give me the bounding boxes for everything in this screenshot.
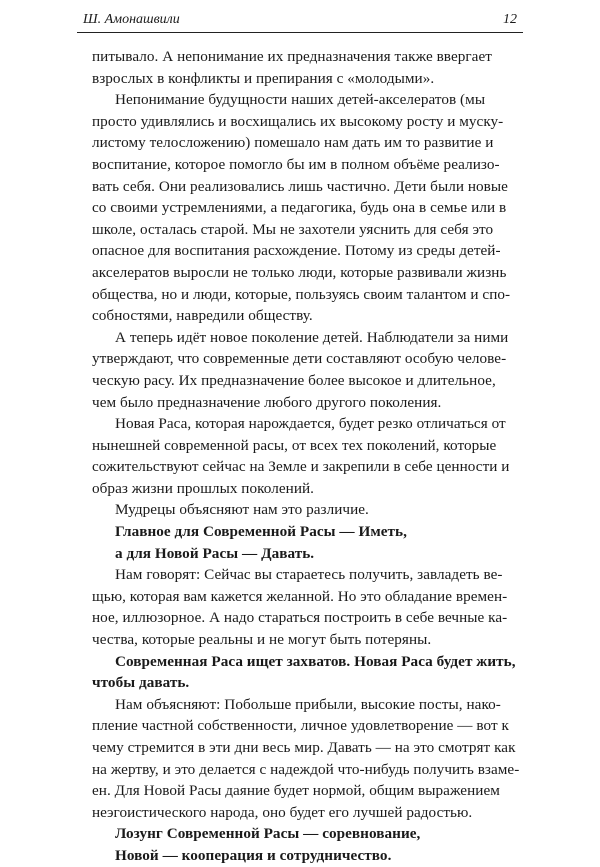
text-line: Непонимание будущности наших детей-акселератов (мы [115,91,486,109]
text-line: чем было предназначение любого другого поколения. [92,393,442,411]
text-line: ен. Для Новой Расы даяние будет нормой, общим выражением [92,782,500,800]
bold-line: Главное для Современной Расы — Иметь, [115,523,407,541]
text-line: пление частной собственности, личное удовлетворение — вот к [92,717,509,735]
text-line: щью, которая вам кажется желанной. Но это обладание времен- [92,587,508,605]
text-line: питывало. А непонимание их предназначения также ввергает [92,48,492,65]
text-line: сожительствуют сейчас на Земле и закрепили в себе ценности и [92,458,510,476]
text-line: нынешней современной расы, от всех тех поколений, которые [92,436,497,454]
text-line: Мудрецы объясняют нам это различие. [115,501,369,519]
bold-line: а для Новой Расы — Давать. [115,544,315,562]
text-line: Новая Раса, которая нарождается, будет резко отличаться от [115,415,506,433]
running-header [77,9,523,31]
bold-line: чтобы давать. [92,674,190,692]
text-line: образ жизни прошлых поколений. [92,479,315,497]
text-line: школе, осталась старой. Мы не захотели уяснить для себя это [92,220,494,238]
page-number: 12 [503,12,517,27]
text-line: со своими устремлениями, а педагогика, будь она в семье или в [92,199,507,217]
text-line: ческую расу. Их предназначение более высокое и длительное, [92,371,496,389]
bold-line: Лозунг Современной Расы — соревнование, [115,825,421,843]
bold-line: Новой — кооперация и сотрудничество. [115,846,392,864]
text-line: чему стремится в эти дни весь мир. Давать — на это смотрят как [92,739,516,756]
text-line: воспитание, которое помогло бы им в полном объёме реализо- [92,155,500,173]
header-rule [77,32,523,33]
page-body [92,46,518,867]
text-line: листому телосложению) помешало нам дать им то развитие и [92,134,494,152]
text-line: утверждают, что современные дети составляют особую челове- [92,350,507,368]
text-line: взрослых в конфликты и препирания с «молодыми». [92,69,435,87]
text-line: вать себя. Они реализовались лишь частично. Дети были новые [92,177,508,195]
text-line: акселератов выросли не только люди, которые развивали жизнь [92,263,507,281]
text-line: на жертву, и это делается с надеждой что-нибудь получить взаме- [92,760,520,778]
text-line: Нам объясняют: Побольше прибыли, высокие посты, нако- [115,695,501,713]
header-author: Ш. Амонашвили [83,12,180,27]
bold-line: Современная Раса ищет захватов. Новая Раса будет жить, [115,652,516,670]
text-line: собностями, навредили обществу. [92,307,313,325]
text-line: чества, которые реальны и не могут быть потеряны. [92,631,432,649]
text-line: общества, но и люди, которые, пользуясь своим талантом и спо- [92,285,511,303]
text-line: неэгоистического народа, оно будет его лучшей радостью. [92,803,473,821]
text-line: опасное для воспитания расхождение. Потому из среды детей- [92,242,501,260]
text-line: просто удивлялись и восхищались их высокому росту и муску- [92,112,504,130]
text-line: Нам говорят: Сейчас вы стараетесь получить, завладеть ве- [115,566,503,584]
text-line: ное, иллюзорное. А надо стараться построить в себе вечные ка- [92,609,508,627]
text-line: А теперь идёт новое поколение детей. Наблюдатели за ними [115,328,509,346]
